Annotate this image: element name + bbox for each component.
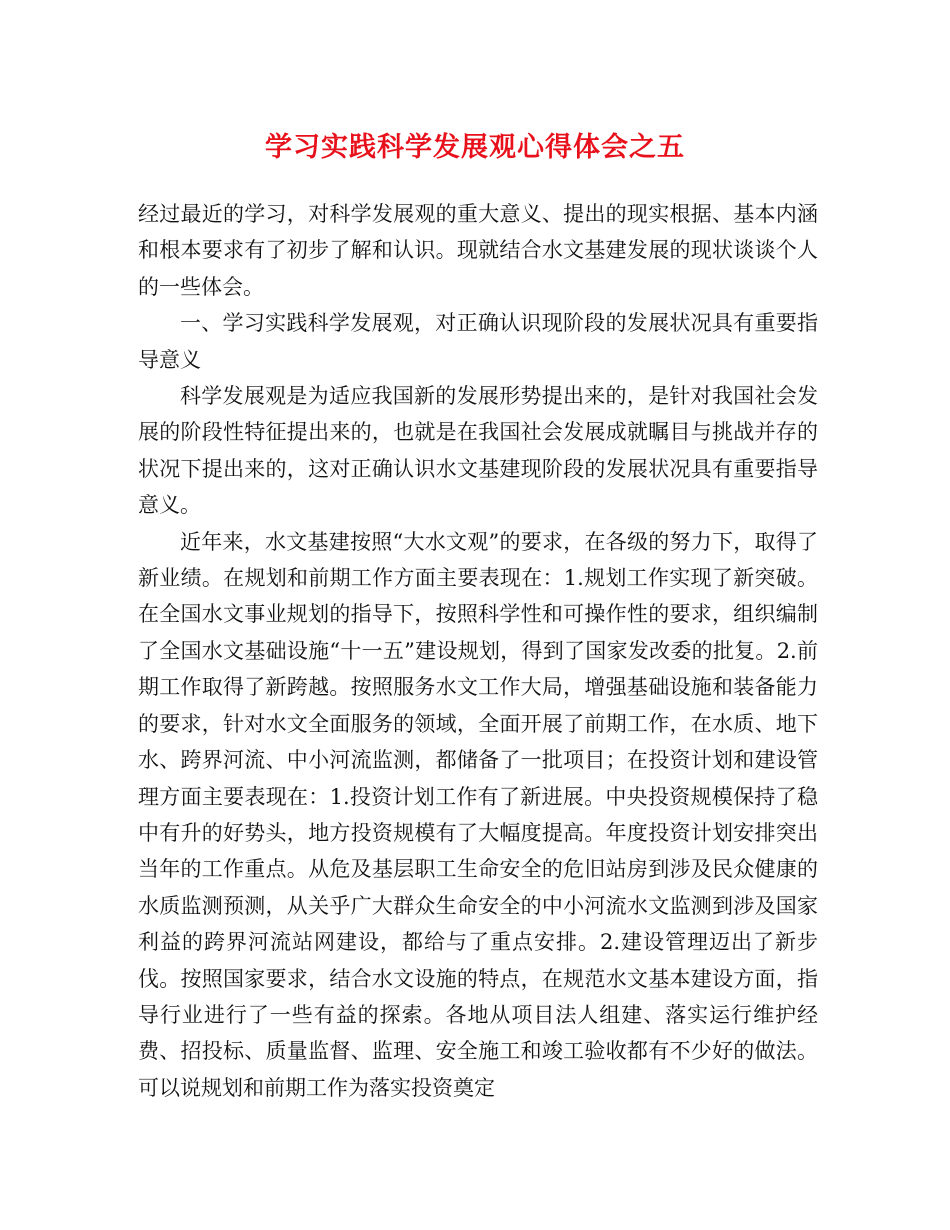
- paragraph-intro: 经过最近的学习，对科学发展观的重大意义、提出的现实根据、基本内涵和根本要求有了初步了解和认识。现就结合水文基建发展的现状谈谈个人的一些体会。: [138, 202, 818, 299]
- paragraph-scientific-development: 科学发展观是为适应我国新的发展形势提出来的，是针对我国社会发展的阶段性特征提出来的，也就是在我国社会发展成就瞩目与挑战并存的状况下提出来的，这对正确认识水文基建现阶段的发展状况具有重要指导意义。: [138, 384, 818, 518]
- document-title: 学习实践科学发展观心得体会之五: [265, 132, 685, 163]
- section-heading-1: 一、学习实践科学发展观，对正确认识现阶段的发展状况具有重要指导意义: [138, 311, 818, 372]
- document-body: [138, 196, 818, 1106]
- paragraph-recent-years: 近年来，水文基建按照“大水文观”的要求，在各级的努力下，取得了新业绩。在规划和前期工作方面主要表现在：1.规划工作实现了新突破。在全国水文事业规划的指导下，按照科学性和可操作性的要求，组织编制了全国水文基础设施“十一五”建设规划，得到了国家发改委的批复。2.前期工作取得了新跨越。按照服务水文工作大局，增强基础设施和装备能力的要求，针对水文全面服务的领域，全面开展了前期工作，在水质、地下水、跨界河流、中小河流监测，都储备了一批项目；在投资计划和建设管理方面主要表现在：1.投资计划工作有了新进展。中央投资规模保持了稳中有升的好势头，地方投资规模有了大幅度提高。年度投资计划安排突出当年的工作重点。从危及基层职工生命安全的危旧站房到涉及民众健康的水质监测预测，从关乎广大群众生命安全的中小河流水文监测到涉及国家利益的跨界河流站网建设，都给与了重点安排。2.建设管理迈出了新步伐。按照国家要求，结合水文设施的特点，在规范水文基本建设方面，指导行业进行了一些有益的探索。各地从项目法人组建、落实运行维护经费、招投标、质量监督、监理、安全施工和竣工验收都有不少好的做法。可以说规划和前期工作为落实投资奠定: [138, 529, 818, 1100]
